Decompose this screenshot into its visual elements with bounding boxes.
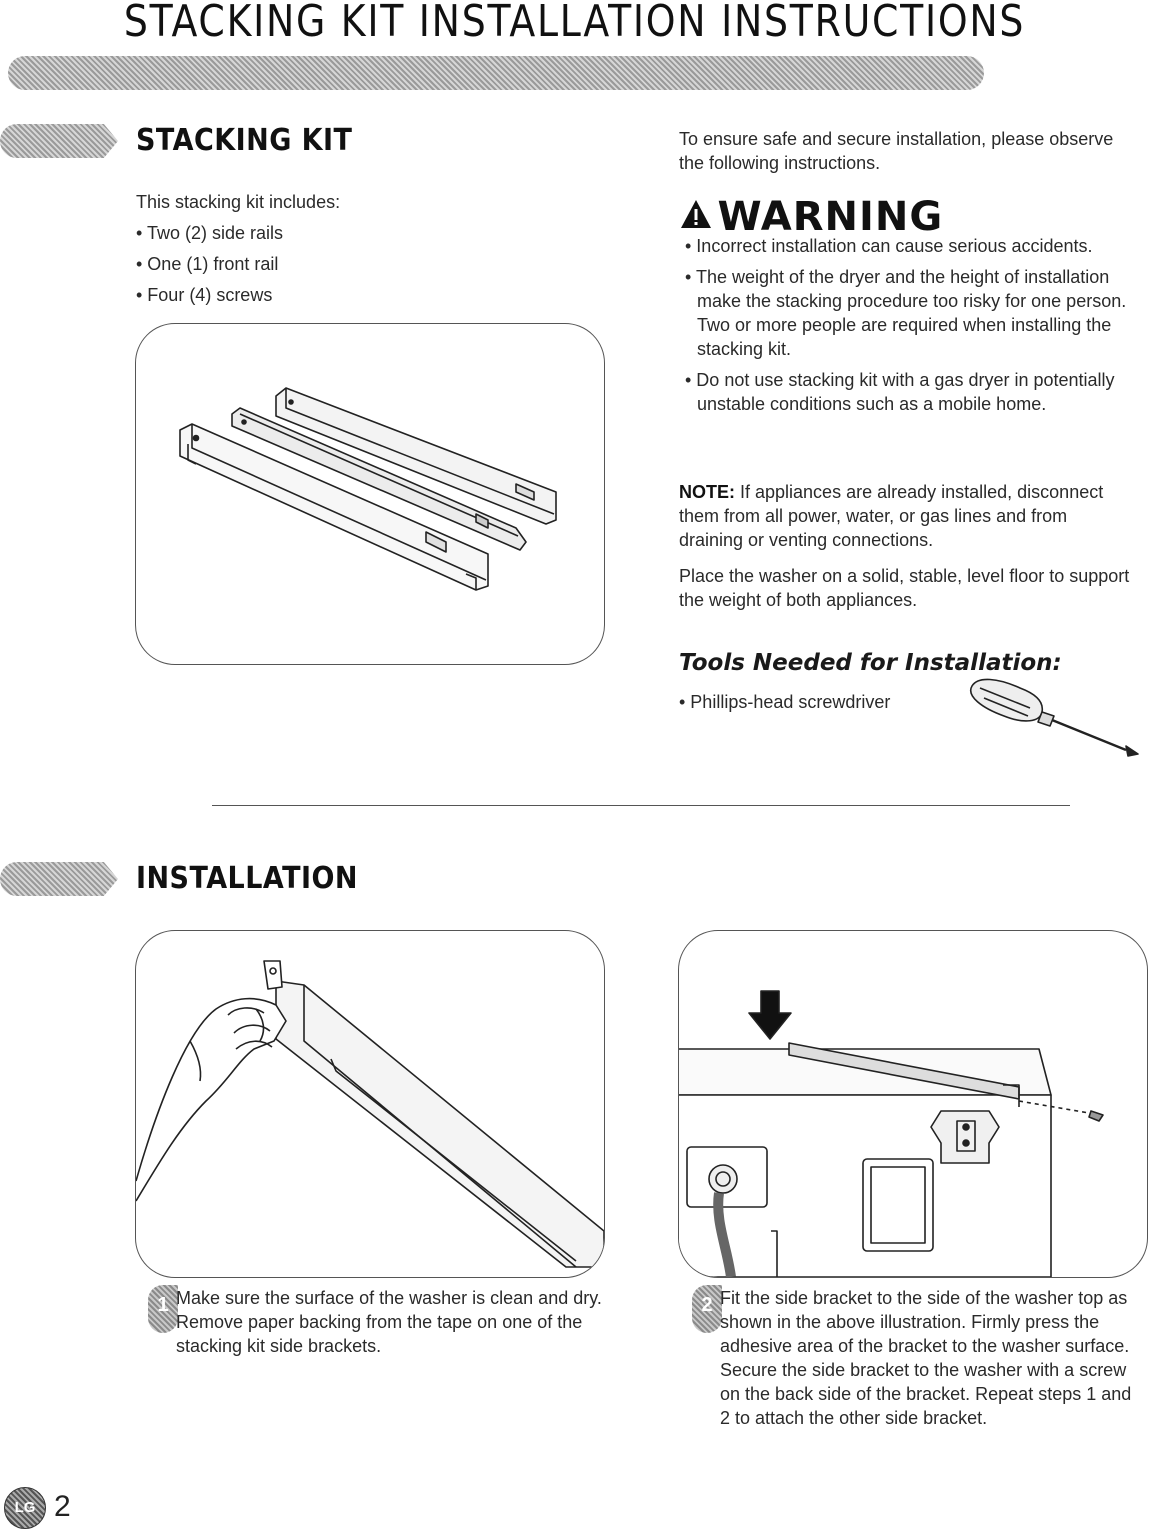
warning-title: WARNING	[717, 194, 944, 240]
kit-item: • One (1) front rail	[136, 254, 279, 274]
tool-item: • Phillips-head screwdriver	[679, 692, 891, 712]
warning-list	[679, 234, 1129, 416]
step2-illustration-frame	[678, 930, 1148, 1278]
warning-title-group	[679, 194, 944, 240]
step-number-badge: 2	[692, 1285, 722, 1333]
page-number: 2	[54, 1490, 71, 1523]
title-bar-decoration	[8, 56, 984, 90]
stacking-kit-heading: STACKING KIT	[136, 123, 353, 158]
kit-item: • Two (2) side rails	[136, 223, 284, 243]
step-number-badge: 1	[148, 1285, 178, 1333]
placement-text: Place the washer on a solid, stable, level floor to support the weight of both appliances.	[679, 566, 1130, 610]
note-paragraph	[679, 480, 1134, 552]
page-title: STACKING KIT INSTALLATION INSTRUCTIONS	[123, 0, 1026, 47]
step1-text: Make sure the surface of the washer is clean and dry. Remove paper backing from the tape on one of the stacking kit side brackets.	[176, 1288, 602, 1356]
step1-illustration-frame	[135, 930, 605, 1278]
section-divider	[212, 805, 1070, 806]
section-marker	[0, 862, 118, 896]
kit-item: • Four (4) screws	[136, 285, 273, 305]
warning-item: • Incorrect installation can cause serious accidents.	[685, 236, 1093, 256]
warning-item: • The weight of the dryer and the height of installation make the stacking procedure too risky for one person. Two or more people are required when installing the stacking kit.	[685, 267, 1127, 359]
hand-bracket-illustration	[136, 931, 604, 1277]
kit-items-list	[136, 221, 516, 307]
kit-illustration-frame	[135, 323, 605, 665]
lg-logo: LG	[4, 1487, 46, 1529]
screwdriver-icon	[958, 672, 1144, 762]
step2-text: Fit the side bracket to the side of the washer top as shown in the above illustration. Firmly press the adhesive area of the bracket to the washer surface. Secure the side bracket to the washer with a screw on the back side of the bracket. Repeat steps 1 and 2 to attach the other side bracket.	[720, 1288, 1132, 1428]
note-label: NOTE:	[679, 482, 735, 502]
tools-list	[679, 690, 890, 714]
warning-item: • Do not use stacking kit with a gas dryer in potentially unstable conditions such as a mobile home.	[685, 370, 1115, 414]
tools-heading: Tools Needed for Installation:	[679, 650, 1062, 676]
safety-intro: To ensure safe and secure installation, please observe the following instructions.	[679, 129, 1114, 173]
rails-illustration	[136, 324, 604, 664]
warning-icon	[679, 198, 713, 230]
section-marker	[0, 124, 118, 158]
washer-bracket-illustration	[679, 931, 1147, 1277]
kit-intro: This stacking kit includes:	[136, 192, 341, 212]
note-text: If appliances are already installed, disconnect them from all power, water, or gas lines and from draining or venting connections.	[679, 482, 1104, 550]
installation-heading: INSTALLATION	[136, 861, 358, 896]
